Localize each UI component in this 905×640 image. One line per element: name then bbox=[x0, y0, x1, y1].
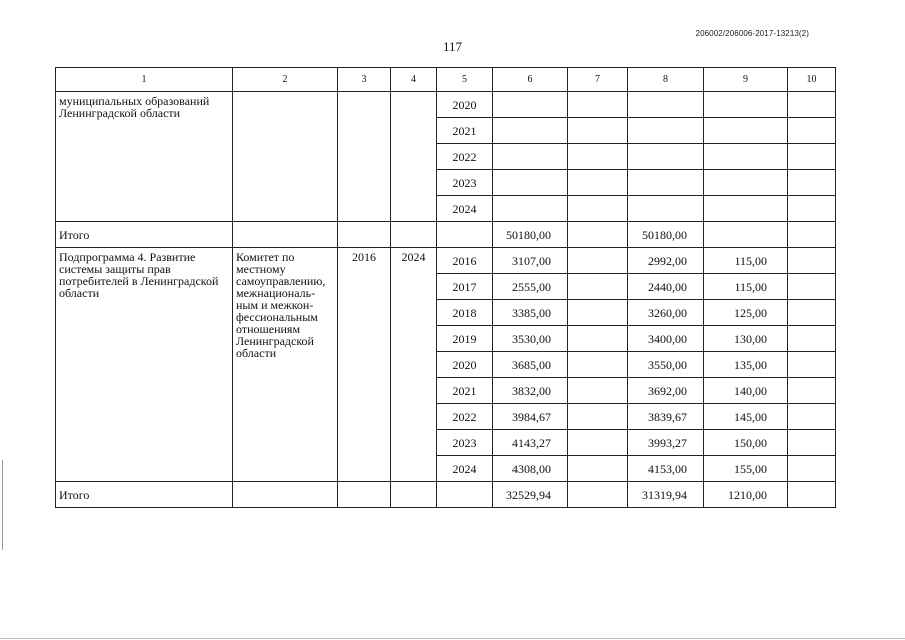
col-header: 5 bbox=[437, 68, 493, 92]
col-header: 2 bbox=[233, 68, 338, 92]
start-year-cell bbox=[338, 92, 391, 222]
col6-cell: 3530,00 bbox=[493, 326, 568, 352]
col-header: 1 bbox=[56, 68, 233, 92]
year-cell: 2022 bbox=[437, 144, 493, 170]
col8-cell: 3993,27 bbox=[628, 430, 704, 456]
total-col6: 50180,00 bbox=[493, 222, 568, 248]
col9-cell: 130,00 bbox=[704, 326, 788, 352]
col6-cell: 4308,00 bbox=[493, 456, 568, 482]
scan-edge-mark bbox=[2, 460, 3, 550]
table-header-row bbox=[56, 68, 836, 92]
executor-cell: Комитет по местному самоуправлению, межнациональ-ным и межкон-фессиональным отношениям Ленинградской области bbox=[233, 248, 338, 482]
total-row bbox=[56, 482, 836, 508]
end-year-cell: 2024 bbox=[391, 248, 437, 482]
col-header: 6 bbox=[493, 68, 568, 92]
subprogram-name-cell: Подпрограмма 4. Развитие системы защиты прав потребителей в Ленинградской области bbox=[56, 248, 233, 482]
col9-cell: 135,00 bbox=[704, 352, 788, 378]
total-col6: 32529,94 bbox=[493, 482, 568, 508]
col6-cell: 3685,00 bbox=[493, 352, 568, 378]
col6-cell: 3107,00 bbox=[493, 248, 568, 274]
col8-cell: 4153,00 bbox=[628, 456, 704, 482]
year-cell: 2016 bbox=[437, 248, 493, 274]
col6-cell: 3385,00 bbox=[493, 300, 568, 326]
col9-cell: 150,00 bbox=[704, 430, 788, 456]
year-cell: 2023 bbox=[437, 170, 493, 196]
year-cell: 2021 bbox=[437, 378, 493, 404]
page-number: 117 bbox=[442, 39, 463, 54]
year-cell: 2021 bbox=[437, 118, 493, 144]
year-cell: 2018 bbox=[437, 300, 493, 326]
end-year-cell bbox=[391, 92, 437, 222]
col8-cell: 3692,00 bbox=[628, 378, 704, 404]
col9-cell: 140,00 bbox=[704, 378, 788, 404]
col-header: 4 bbox=[391, 68, 437, 92]
col8-cell: 3839,67 bbox=[628, 404, 704, 430]
total-label: Итого bbox=[56, 222, 233, 248]
executor-cell bbox=[233, 92, 338, 222]
year-cell: 2024 bbox=[437, 196, 493, 222]
col-header: 7 bbox=[568, 68, 628, 92]
col8-cell: 3550,00 bbox=[628, 352, 704, 378]
total-label: Итого bbox=[56, 482, 233, 508]
program-table bbox=[55, 67, 836, 508]
year-cell: 2023 bbox=[437, 430, 493, 456]
year-cell: 2020 bbox=[437, 92, 493, 118]
col6-cell: 4143,27 bbox=[493, 430, 568, 456]
total-col9: 1210,00 bbox=[704, 482, 788, 508]
col-header: 3 bbox=[338, 68, 391, 92]
year-cell: 2020 bbox=[437, 352, 493, 378]
scan-bottom-edge bbox=[0, 638, 905, 639]
col6-cell: 2555,00 bbox=[493, 274, 568, 300]
col6-cell: 3984,67 bbox=[493, 404, 568, 430]
col9-cell: 145,00 bbox=[704, 404, 788, 430]
col9-cell: 115,00 bbox=[704, 248, 788, 274]
col-header: 9 bbox=[704, 68, 788, 92]
total-row bbox=[56, 222, 836, 248]
table-row bbox=[56, 248, 836, 274]
col-header: 8 bbox=[628, 68, 704, 92]
year-cell: 2024 bbox=[437, 456, 493, 482]
col6-cell: 3832,00 bbox=[493, 378, 568, 404]
year-cell: 2019 bbox=[437, 326, 493, 352]
year-cell: 2022 bbox=[437, 404, 493, 430]
start-year-cell: 2016 bbox=[338, 248, 391, 482]
document-code: 206002/206006-2017-13213(2) bbox=[695, 29, 809, 38]
col8-cell: 3260,00 bbox=[628, 300, 704, 326]
total-col8: 31319,94 bbox=[628, 482, 704, 508]
year-cell: 2017 bbox=[437, 274, 493, 300]
total-col8: 50180,00 bbox=[628, 222, 704, 248]
col9-cell: 155,00 bbox=[704, 456, 788, 482]
program-name-cell: муниципальных образований Ленинградской области bbox=[56, 92, 233, 222]
col8-cell: 2992,00 bbox=[628, 248, 704, 274]
table-row bbox=[56, 92, 836, 118]
col9-cell: 115,00 bbox=[704, 274, 788, 300]
col-header: 10 bbox=[788, 68, 836, 92]
col8-cell: 2440,00 bbox=[628, 274, 704, 300]
col9-cell: 125,00 bbox=[704, 300, 788, 326]
col8-cell: 3400,00 bbox=[628, 326, 704, 352]
